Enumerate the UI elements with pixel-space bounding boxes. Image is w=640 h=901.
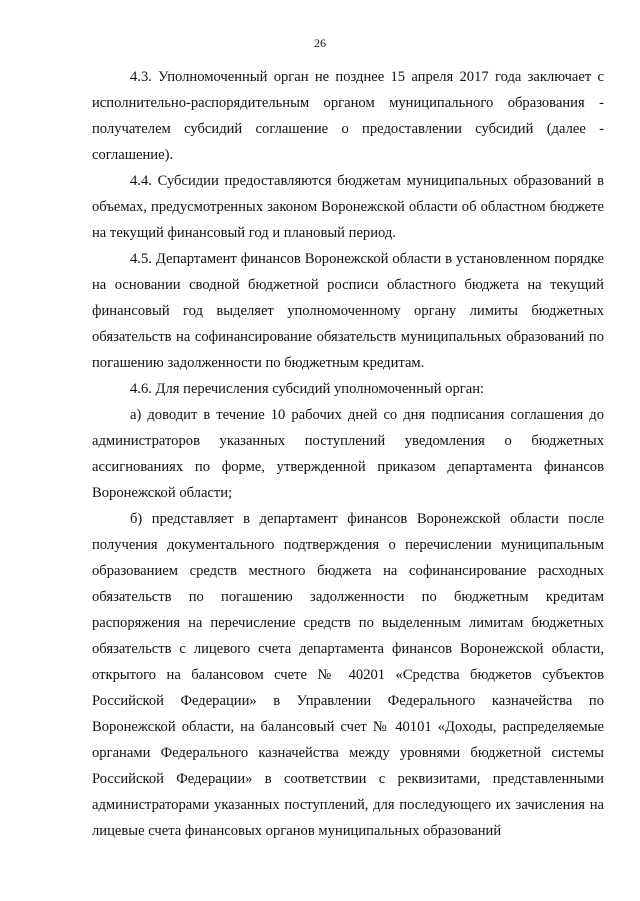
page-number: 26: [314, 36, 326, 50]
paragraph-4-6-a: а) доводит в течение 10 рабочих дней со дня подписания соглашения до администраторов указанных поступлений уведомления о бюджетных ассигнованиях по форме, утвержденной приказом департамента финансов Воронежской области;: [92, 407, 604, 501]
paragraph-4-4: 4.4. Субсидии предоставляются бюджетам муниципальных образований в объемах, предусмотренных законом Воронежской области об областном бюджете на текущий финансовый год и плановый период.: [92, 173, 604, 241]
paragraph-4-6: 4.6. Для перечисления субсидий уполномоченный орган:: [130, 381, 485, 397]
paragraph-4-5: 4.5. Департамент финансов Воронежской области в установленном порядке на основании сводной бюджетной росписи областного бюджета на текущий финансовый год выделяет уполномоченному органу лимиты бюджетных обязательств на софинансирование обязательств муниципальных образований по погашению задолженности по бюджетным кредитам.: [92, 251, 604, 371]
document-body: [92, 64, 604, 844]
paragraph-4-6-b: б) представляет в департамент финансов Воронежской области после получения документального подтверждения о перечислении муниципальным образованием средств местного бюджета на софинансирование расходных обязательств по погашению задолженности по бюджетным кредитам распоряжения на перечисление средств по выделенным лимитам бюджетных обязательств с лицевого счета департамента финансов Воронежской области, открытого на балансовом счете № 40201 «Средства бюджетов субъектов Российской Федерации» в Управлении Федерального казначейства по Воронежской области, на балансовый счет № 40101 «Доходы, распределяемые органами Федерального казначейства между уровнями бюджетной системы Российской Федерации» в соответствии с реквизитами, представленными администраторами указанных поступлений, для последующего их зачисления на лицевые счета финансовых органов муниципальных образований: [92, 511, 604, 839]
paragraph-4-3: 4.3. Уполномоченный орган не позднее 15 апреля 2017 года заключает с исполнительно-распорядительным органом муниципального образования - получателем субсидий соглашение о предоставлении субсидий (далее - соглашение).: [92, 69, 604, 163]
